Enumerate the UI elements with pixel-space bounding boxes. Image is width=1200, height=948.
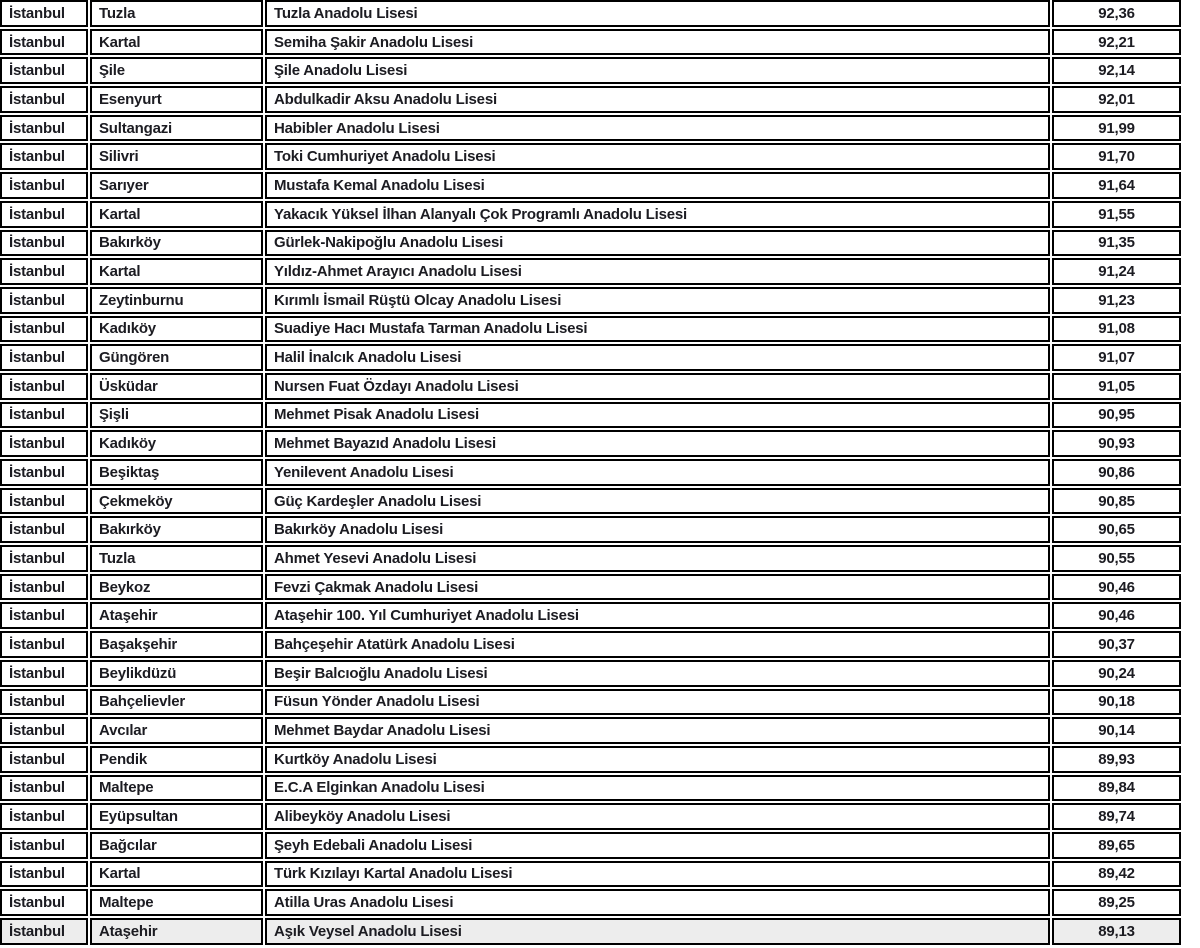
score-cell: 91,05 xyxy=(1052,373,1181,400)
score-cell: 89,93 xyxy=(1052,746,1181,773)
score-cell: 90,85 xyxy=(1052,488,1181,515)
table-row xyxy=(0,545,1181,572)
table-row xyxy=(0,746,1181,773)
city-cell: İstanbul xyxy=(0,516,88,543)
score-cell: 92,21 xyxy=(1052,29,1181,56)
table-row xyxy=(0,373,1181,400)
city-cell: İstanbul xyxy=(0,832,88,859)
district-cell: Sarıyer xyxy=(90,172,263,199)
school-cell: Kırımlı İsmail Rüştü Olcay Anadolu Lisesi xyxy=(265,287,1050,314)
city-cell: İstanbul xyxy=(0,430,88,457)
table-row xyxy=(0,402,1181,429)
table-row xyxy=(0,344,1181,371)
score-cell: 91,64 xyxy=(1052,172,1181,199)
city-cell: İstanbul xyxy=(0,918,88,945)
district-cell: Güngören xyxy=(90,344,263,371)
district-cell: Çekmeköy xyxy=(90,488,263,515)
city-cell: İstanbul xyxy=(0,660,88,687)
city-cell: İstanbul xyxy=(0,459,88,486)
table-row xyxy=(0,488,1181,515)
school-cell: Şeyh Edebali Anadolu Lisesi xyxy=(265,832,1050,859)
city-cell: İstanbul xyxy=(0,402,88,429)
district-cell: Tuzla xyxy=(90,0,263,27)
school-cell: Mehmet Bayazıd Anadolu Lisesi xyxy=(265,430,1050,457)
city-cell: İstanbul xyxy=(0,689,88,716)
city-cell: İstanbul xyxy=(0,631,88,658)
table-row xyxy=(0,660,1181,687)
school-cell: Yenilevent Anadolu Lisesi xyxy=(265,459,1050,486)
score-cell: 89,74 xyxy=(1052,803,1181,830)
district-cell: Esenyurt xyxy=(90,86,263,113)
school-cell: Kurtköy Anadolu Lisesi xyxy=(265,746,1050,773)
score-cell: 90,24 xyxy=(1052,660,1181,687)
city-cell: İstanbul xyxy=(0,602,88,629)
district-cell: Şişli xyxy=(90,402,263,429)
district-cell: Zeytinburnu xyxy=(90,287,263,314)
district-cell: Sultangazi xyxy=(90,115,263,142)
city-cell: İstanbul xyxy=(0,316,88,343)
school-cell: Güç Kardeşler Anadolu Lisesi xyxy=(265,488,1050,515)
school-cell: Ataşehir 100. Yıl Cumhuriyet Anadolu Lisesi xyxy=(265,602,1050,629)
score-cell: 91,24 xyxy=(1052,258,1181,285)
district-cell: Kartal xyxy=(90,258,263,285)
district-cell: Kadıköy xyxy=(90,316,263,343)
table-row xyxy=(0,316,1181,343)
school-cell: Mehmet Baydar Anadolu Lisesi xyxy=(265,717,1050,744)
district-cell: Eyüpsultan xyxy=(90,803,263,830)
score-cell: 91,07 xyxy=(1052,344,1181,371)
district-cell: Üsküdar xyxy=(90,373,263,400)
city-cell: İstanbul xyxy=(0,775,88,802)
school-cell: Aşık Veysel Anadolu Lisesi xyxy=(265,918,1050,945)
score-cell: 89,65 xyxy=(1052,832,1181,859)
district-cell: Beşiktaş xyxy=(90,459,263,486)
table-row xyxy=(0,0,1181,27)
table-row xyxy=(0,172,1181,199)
table-row xyxy=(0,602,1181,629)
district-cell: Bakırköy xyxy=(90,516,263,543)
district-cell: Kartal xyxy=(90,201,263,228)
city-cell: İstanbul xyxy=(0,488,88,515)
city-cell: İstanbul xyxy=(0,57,88,84)
city-cell: İstanbul xyxy=(0,373,88,400)
school-cell: Yıldız-Ahmet Arayıcı Anadolu Lisesi xyxy=(265,258,1050,285)
score-cell: 90,93 xyxy=(1052,430,1181,457)
score-cell: 90,46 xyxy=(1052,602,1181,629)
school-cell: Suadiye Hacı Mustafa Tarman Anadolu Lisesi xyxy=(265,316,1050,343)
table-row xyxy=(0,689,1181,716)
table-row xyxy=(0,115,1181,142)
table-row xyxy=(0,803,1181,830)
table-row xyxy=(0,631,1181,658)
city-cell: İstanbul xyxy=(0,344,88,371)
school-cell: Yakacık Yüksel İlhan Alanyalı Çok Programlı Anadolu Lisesi xyxy=(265,201,1050,228)
city-cell: İstanbul xyxy=(0,201,88,228)
table-row xyxy=(0,230,1181,257)
score-cell: 90,37 xyxy=(1052,631,1181,658)
district-cell: Kadıköy xyxy=(90,430,263,457)
school-cell: Füsun Yönder Anadolu Lisesi xyxy=(265,689,1050,716)
school-cell: Şile Anadolu Lisesi xyxy=(265,57,1050,84)
score-cell: 89,25 xyxy=(1052,889,1181,916)
table-row xyxy=(0,861,1181,888)
score-cell: 90,14 xyxy=(1052,717,1181,744)
score-cell: 90,65 xyxy=(1052,516,1181,543)
score-cell: 89,13 xyxy=(1052,918,1181,945)
district-cell: Silivri xyxy=(90,143,263,170)
table-row xyxy=(0,832,1181,859)
score-cell: 90,18 xyxy=(1052,689,1181,716)
score-cell: 92,01 xyxy=(1052,86,1181,113)
district-cell: Tuzla xyxy=(90,545,263,572)
table-row xyxy=(0,516,1181,543)
score-cell: 91,08 xyxy=(1052,316,1181,343)
table-row xyxy=(0,201,1181,228)
table-row xyxy=(0,775,1181,802)
city-cell: İstanbul xyxy=(0,258,88,285)
school-cell: Toki Cumhuriyet Anadolu Lisesi xyxy=(265,143,1050,170)
table-row xyxy=(0,287,1181,314)
city-cell: İstanbul xyxy=(0,803,88,830)
school-cell: Habibler Anadolu Lisesi xyxy=(265,115,1050,142)
school-cell: Semiha Şakir Anadolu Lisesi xyxy=(265,29,1050,56)
table-row xyxy=(0,918,1181,945)
school-cell: Mustafa Kemal Anadolu Lisesi xyxy=(265,172,1050,199)
table-row xyxy=(0,430,1181,457)
school-cell: Ahmet Yesevi Anadolu Lisesi xyxy=(265,545,1050,572)
district-cell: Şile xyxy=(90,57,263,84)
table-row xyxy=(0,574,1181,601)
score-cell: 90,86 xyxy=(1052,459,1181,486)
school-cell: Halil İnalcık Anadolu Lisesi xyxy=(265,344,1050,371)
district-cell: Pendik xyxy=(90,746,263,773)
table-row xyxy=(0,86,1181,113)
school-cell: Gürlek-Nakipoğlu Anadolu Lisesi xyxy=(265,230,1050,257)
district-cell: Maltepe xyxy=(90,889,263,916)
city-cell: İstanbul xyxy=(0,0,88,27)
school-cell: Bakırköy Anadolu Lisesi xyxy=(265,516,1050,543)
city-cell: İstanbul xyxy=(0,287,88,314)
school-cell: Atilla Uras Anadolu Lisesi xyxy=(265,889,1050,916)
district-cell: Beykoz xyxy=(90,574,263,601)
city-cell: İstanbul xyxy=(0,172,88,199)
city-cell: İstanbul xyxy=(0,574,88,601)
district-cell: Ataşehir xyxy=(90,918,263,945)
table-row xyxy=(0,29,1181,56)
score-cell: 92,36 xyxy=(1052,0,1181,27)
district-cell: Beylikdüzü xyxy=(90,660,263,687)
score-cell: 91,55 xyxy=(1052,201,1181,228)
district-cell: Bakırköy xyxy=(90,230,263,257)
city-cell: İstanbul xyxy=(0,115,88,142)
city-cell: İstanbul xyxy=(0,889,88,916)
district-cell: Kartal xyxy=(90,29,263,56)
school-cell: E.C.A Elginkan Anadolu Lisesi xyxy=(265,775,1050,802)
school-cell: Türk Kızılayı Kartal Anadolu Lisesi xyxy=(265,861,1050,888)
score-cell: 91,99 xyxy=(1052,115,1181,142)
school-cell: Nursen Fuat Özdayı Anadolu Lisesi xyxy=(265,373,1050,400)
score-cell: 91,70 xyxy=(1052,143,1181,170)
district-cell: Ataşehir xyxy=(90,602,263,629)
score-cell: 92,14 xyxy=(1052,57,1181,84)
city-cell: İstanbul xyxy=(0,86,88,113)
table-row xyxy=(0,459,1181,486)
score-cell: 89,84 xyxy=(1052,775,1181,802)
school-cell: Beşir Balcıoğlu Anadolu Lisesi xyxy=(265,660,1050,687)
school-cell: Abdulkadir Aksu Anadolu Lisesi xyxy=(265,86,1050,113)
city-cell: İstanbul xyxy=(0,143,88,170)
score-cell: 90,55 xyxy=(1052,545,1181,572)
score-cell: 90,95 xyxy=(1052,402,1181,429)
district-cell: Başakşehir xyxy=(90,631,263,658)
city-cell: İstanbul xyxy=(0,545,88,572)
table-row xyxy=(0,889,1181,916)
school-cell: Alibeyköy Anadolu Lisesi xyxy=(265,803,1050,830)
score-cell: 91,23 xyxy=(1052,287,1181,314)
district-cell: Maltepe xyxy=(90,775,263,802)
district-cell: Bahçelievler xyxy=(90,689,263,716)
district-cell: Bağcılar xyxy=(90,832,263,859)
school-cell: Fevzi Çakmak Anadolu Lisesi xyxy=(265,574,1050,601)
table-row xyxy=(0,258,1181,285)
city-cell: İstanbul xyxy=(0,230,88,257)
table-row xyxy=(0,717,1181,744)
city-cell: İstanbul xyxy=(0,29,88,56)
city-cell: İstanbul xyxy=(0,717,88,744)
score-cell: 91,35 xyxy=(1052,230,1181,257)
city-cell: İstanbul xyxy=(0,861,88,888)
table-row xyxy=(0,143,1181,170)
school-cell: Tuzla Anadolu Lisesi xyxy=(265,0,1050,27)
district-cell: Kartal xyxy=(90,861,263,888)
school-cell: Bahçeşehir Atatürk Anadolu Lisesi xyxy=(265,631,1050,658)
table-row xyxy=(0,57,1181,84)
score-cell: 90,46 xyxy=(1052,574,1181,601)
school-cell: Mehmet Pisak Anadolu Lisesi xyxy=(265,402,1050,429)
district-cell: Avcılar xyxy=(90,717,263,744)
city-cell: İstanbul xyxy=(0,746,88,773)
score-cell: 89,42 xyxy=(1052,861,1181,888)
